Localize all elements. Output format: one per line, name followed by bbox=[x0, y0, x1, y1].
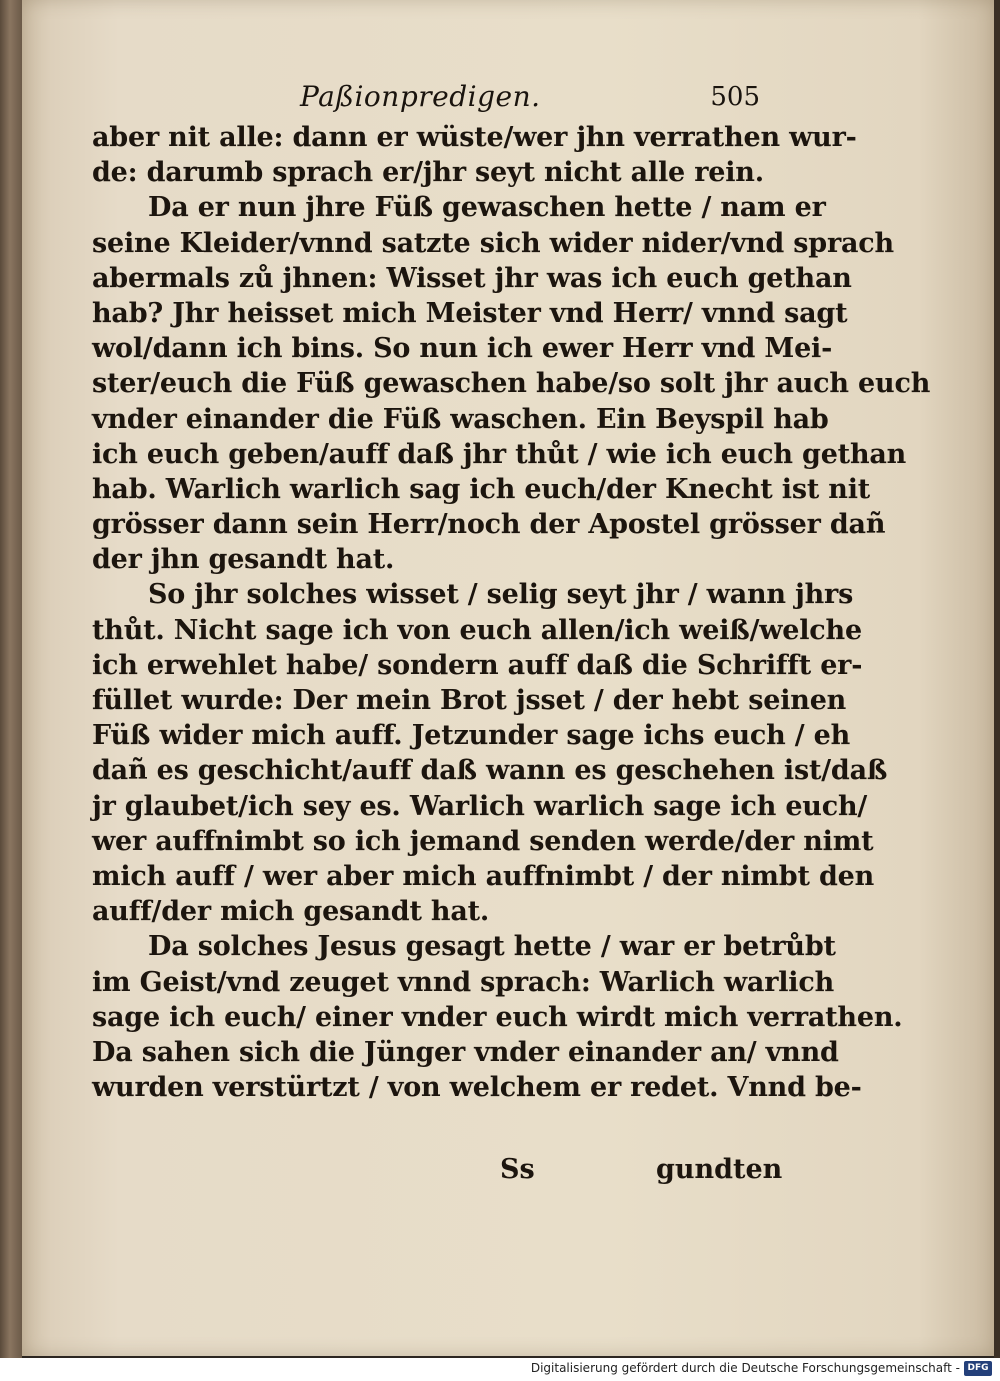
text-line: Da sahen sich die Jünger vnder einander an/ vnnd bbox=[92, 1036, 839, 1068]
text-line: hab? Jhr heisset mich Meister vnd Herr/ vnnd sagt bbox=[92, 297, 848, 329]
text-line: Da solches Jesus gesagt hette / war er betrůbt bbox=[148, 931, 836, 963]
text-line: hab. Warlich warlich sag ich euch/der Knecht ist nit bbox=[92, 473, 871, 505]
dfg-logo-icon: DFG bbox=[964, 1361, 992, 1376]
text-line: Füß wider mich auff. Jetzunder sage ichs euch / eh bbox=[92, 720, 851, 752]
catchword: gundten bbox=[656, 1154, 783, 1185]
text-line: mich auff / wer aber mich auffnimbt / der nimbt den bbox=[92, 860, 875, 892]
text-line: der jhn gesandt hat. bbox=[92, 544, 395, 576]
text-line: ster/euch die Füß gewaschen habe/so solt jhr auch euch bbox=[92, 368, 931, 400]
page-header bbox=[300, 80, 760, 120]
text-line: aber nit alle: dann er wüste/wer jhn verrathen wur- bbox=[92, 122, 857, 153]
text-line: ich erwehlet habe/ sondern auff daß die Schrifft er- bbox=[92, 649, 863, 681]
page-edge bbox=[994, 0, 1000, 1358]
text-line: wurden verstürtzt / von welchem er redet. Vnnd be- bbox=[92, 1072, 862, 1104]
text-line: thůt. Nicht sage ich von euch allen/ich weiß/welche bbox=[92, 614, 862, 646]
text-line: vnder einander die Füß waschen. Ein Beyspil hab bbox=[92, 403, 829, 435]
text-line: im Geist/vnd zeuget vnnd sprach: Warlich warlich bbox=[92, 966, 835, 998]
signature-mark: Ss bbox=[500, 1154, 535, 1185]
text-line: wer auffnimbt so ich jemand senden werde/der nimt bbox=[92, 825, 874, 857]
text-line: grösser dann sein Herr/noch der Apostel grösser dañ bbox=[92, 509, 886, 541]
text-line: sage ich euch/ einer vnder euch wirdt mich verrathen. bbox=[92, 1001, 903, 1033]
text-line: wol/dann ich bins. So nun ich ewer Herr vnd Mei- bbox=[92, 333, 833, 365]
text-line: So jhr solches wisset / selig seyt jhr / wann jhrs bbox=[148, 579, 854, 611]
text-line: ich euch geben/auff daß jhr thůt / wie ich euch gethan bbox=[92, 438, 907, 470]
footer-credit: Digitalisierung gefördert durch die Deutsche Forschungsgemeinschaft - bbox=[530, 1361, 960, 1375]
text-line: seine Kleider/vnnd satzte sich wider nider/vnd sprach bbox=[92, 227, 894, 259]
running-head: Paßionpredigen. bbox=[300, 80, 541, 113]
text-line: dañ es geschicht/auff daß wann es geschehen ist/daß bbox=[92, 755, 888, 787]
digitization-footer bbox=[0, 1358, 1000, 1381]
text-line: abermals zů jhnen: Wisset jhr was ich euch gethan bbox=[92, 262, 852, 294]
text-line: jr glaubet/ich sey es. Warlich warlich sage ich euch/ bbox=[92, 790, 868, 822]
text-line: füllet wurde: Der mein Brot jsset / der hebt seinen bbox=[92, 685, 847, 716]
text-line: auff/der mich gesandt hat. bbox=[92, 896, 490, 928]
body-text bbox=[92, 120, 931, 1105]
text-line: de: darumb sprach er/jhr seyt nicht alle rein. bbox=[92, 157, 764, 189]
text-line: Da er nun jhre Füß gewaschen hette / nam er bbox=[148, 192, 826, 224]
page-number: 505 bbox=[710, 82, 760, 112]
book-binding bbox=[0, 0, 22, 1358]
